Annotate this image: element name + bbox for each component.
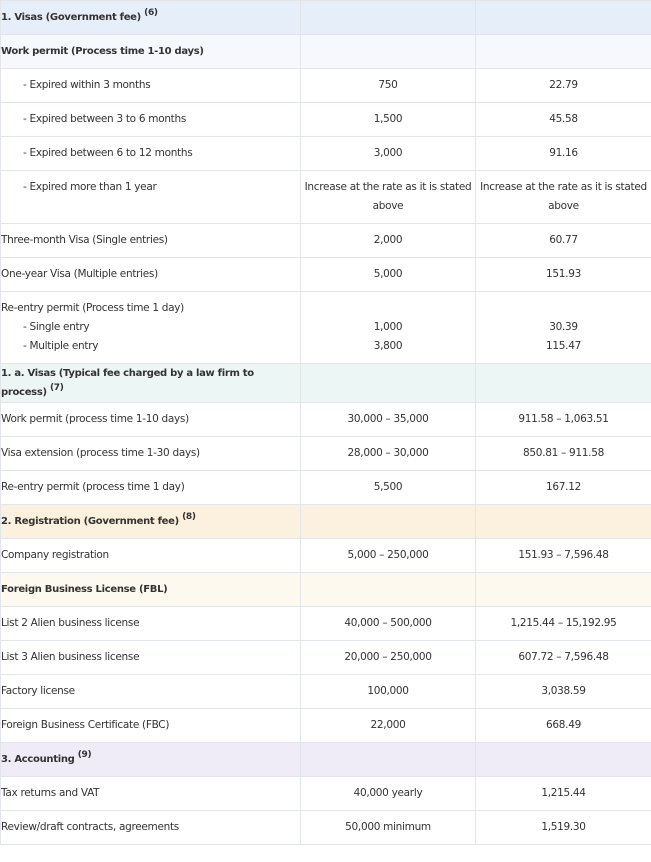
value-cell-thb bbox=[301, 364, 476, 403]
fee-usd: 668.49 bbox=[476, 709, 651, 743]
fee-item-label bbox=[1, 292, 301, 364]
fee-usd: 1,519.30 bbox=[476, 811, 651, 845]
fee-usd: Increase at the rate as it is stated above bbox=[476, 171, 651, 224]
fee-usd: 60.77 bbox=[476, 224, 651, 258]
fee-thb: 40,000 yearly bbox=[301, 777, 476, 811]
value-cell-usd bbox=[476, 573, 651, 607]
fee-thb: 5,000 – 250,000 bbox=[301, 539, 476, 573]
fee-item-label: Tax returns and VAT bbox=[1, 777, 301, 811]
section-header-3-accounting bbox=[1, 743, 651, 777]
table-row bbox=[1, 709, 651, 743]
fee-usd: 91.16 bbox=[476, 137, 651, 171]
fee-item-label: - Expired between 3 to 6 months bbox=[1, 103, 301, 137]
fee-item-label: Three-month Visa (Single entries) bbox=[1, 224, 301, 258]
fee-item-label: - Expired within 3 months bbox=[1, 69, 301, 103]
fee-item-label: List 3 Alien business license bbox=[1, 641, 301, 675]
fee-usd: 22.79 bbox=[476, 69, 651, 103]
table-row bbox=[1, 675, 651, 709]
table-row bbox=[1, 471, 651, 505]
fee-item-label: Review/draft contracts, agreements bbox=[1, 811, 301, 845]
value-cell-thb bbox=[301, 35, 476, 69]
table-row bbox=[1, 811, 651, 845]
fee-item-label: - Expired more than 1 year bbox=[1, 171, 301, 224]
fee-thb: 100,000 bbox=[301, 675, 476, 709]
value-cell-thb bbox=[301, 1, 476, 35]
fee-thb: 2,000 bbox=[301, 224, 476, 258]
fee-thb: 22,000 bbox=[301, 709, 476, 743]
section-title: 1. Visas (Government fee) bbox=[1, 12, 141, 23]
section-header-1-visas-government-fee bbox=[1, 1, 651, 35]
fee-thb: 28,000 – 30,000 bbox=[301, 437, 476, 471]
fee-item-label: Factory license bbox=[1, 675, 301, 709]
section-title-cell bbox=[1, 743, 301, 777]
section-header-work-permit-process-time-1-10-days bbox=[1, 35, 651, 69]
fee-usd: 607.72 – 7,596.48 bbox=[476, 641, 651, 675]
section-title: Work permit (Process time 1-10 days) bbox=[1, 46, 204, 57]
fee-thb: 50,000 minimum bbox=[301, 811, 476, 845]
fee-subitem-label: - Single entry bbox=[23, 321, 90, 333]
fee-usd-cell bbox=[476, 292, 651, 364]
table-row bbox=[1, 777, 651, 811]
fee-thb-cell bbox=[301, 292, 476, 364]
section-title: 3. Accounting bbox=[1, 754, 75, 765]
fee-item-label: List 2 Alien business license bbox=[1, 607, 301, 641]
fee-item-label: Re-entry permit (process time 1 day) bbox=[1, 471, 301, 505]
table-row bbox=[1, 607, 651, 641]
section-title-cell bbox=[1, 35, 301, 69]
fee-usd: 151.93 bbox=[476, 258, 651, 292]
fee-thb: 1,500 bbox=[301, 103, 476, 137]
fee-table-body bbox=[1, 1, 651, 845]
value-cell-usd bbox=[476, 505, 651, 539]
fee-usd: 911.58 – 1,063.51 bbox=[476, 403, 651, 437]
footnote-marker: (8) bbox=[182, 511, 196, 522]
table-row bbox=[1, 171, 651, 224]
value-cell-thb bbox=[301, 573, 476, 607]
fee-thb: Increase at the rate as it is stated above bbox=[301, 171, 476, 224]
fee-thb: 750 bbox=[301, 69, 476, 103]
section-title: Foreign Business License (FBL) bbox=[1, 584, 168, 595]
fee-usd: 115.47 bbox=[546, 340, 581, 352]
table-row bbox=[1, 103, 651, 137]
footnote-marker: (6) bbox=[144, 7, 158, 18]
fee-subitem-label: - Multiple entry bbox=[23, 340, 99, 352]
table-row bbox=[1, 69, 651, 103]
table-row bbox=[1, 224, 651, 258]
table-row bbox=[1, 292, 651, 364]
footnote-marker: (9) bbox=[77, 749, 92, 760]
value-cell-usd bbox=[476, 364, 651, 403]
fee-usd: 1,215.44 bbox=[476, 777, 651, 811]
table-row bbox=[1, 258, 651, 292]
section-title-cell bbox=[1, 573, 301, 607]
value-cell-usd bbox=[476, 1, 651, 35]
fee-usd: 151.93 – 7,596.48 bbox=[476, 539, 651, 573]
fee-usd: 3,038.59 bbox=[476, 675, 651, 709]
value-cell-usd bbox=[476, 743, 651, 777]
fee-item-label: Visa extension (process time 1-30 days) bbox=[1, 437, 301, 471]
section-title: 1. a. Visas (Typical fee charged by a law firm to process) bbox=[1, 368, 254, 398]
fee-usd: 850.81 – 911.58 bbox=[476, 437, 651, 471]
section-title-cell bbox=[1, 1, 301, 35]
fee-usd: 45.58 bbox=[476, 103, 651, 137]
section-header-2-registration-government-fee bbox=[1, 505, 651, 539]
footnote-marker: (7) bbox=[49, 382, 64, 393]
section-title-cell bbox=[1, 505, 301, 539]
fee-item-title: Re-entry permit (Process time 1 day) bbox=[1, 302, 184, 314]
section-title-cell bbox=[1, 364, 301, 403]
fee-thb: 20,000 – 250,000 bbox=[301, 641, 476, 675]
section-header-1-a-visas-typical-fee-charged-by-a-law-firm-to-process bbox=[1, 364, 651, 403]
fee-thb: 1,000 bbox=[373, 321, 403, 333]
section-title: 2. Registration (Government fee) bbox=[1, 516, 179, 527]
section-header-foreign-business-license-fbl bbox=[1, 573, 651, 607]
table-row bbox=[1, 137, 651, 171]
fee-item-label: One-year Visa (Multiple entries) bbox=[1, 258, 301, 292]
table-row bbox=[1, 539, 651, 573]
table-row bbox=[1, 437, 651, 471]
value-cell-usd bbox=[476, 35, 651, 69]
fee-usd: 167.12 bbox=[476, 471, 651, 505]
value-cell-thb bbox=[301, 505, 476, 539]
fee-thb: 5,000 bbox=[301, 258, 476, 292]
fee-usd: 1,215.44 – 15,192.95 bbox=[476, 607, 651, 641]
fee-thb: 5,500 bbox=[301, 471, 476, 505]
fee-usd: 30.39 bbox=[549, 321, 578, 333]
fee-item-label: - Expired between 6 to 12 months bbox=[1, 137, 301, 171]
fee-thb: 40,000 – 500,000 bbox=[301, 607, 476, 641]
fee-thb: 3,800 bbox=[373, 340, 403, 352]
fee-thb: 3,000 bbox=[301, 137, 476, 171]
fee-thb: 30,000 – 35,000 bbox=[301, 403, 476, 437]
value-cell-thb bbox=[301, 743, 476, 777]
fee-item-label: Company registration bbox=[1, 539, 301, 573]
fee-item-label: Foreign Business Certificate (FBC) bbox=[1, 709, 301, 743]
table-row bbox=[1, 641, 651, 675]
table-row bbox=[1, 403, 651, 437]
fee-item-label: Work permit (process time 1-10 days) bbox=[1, 403, 301, 437]
